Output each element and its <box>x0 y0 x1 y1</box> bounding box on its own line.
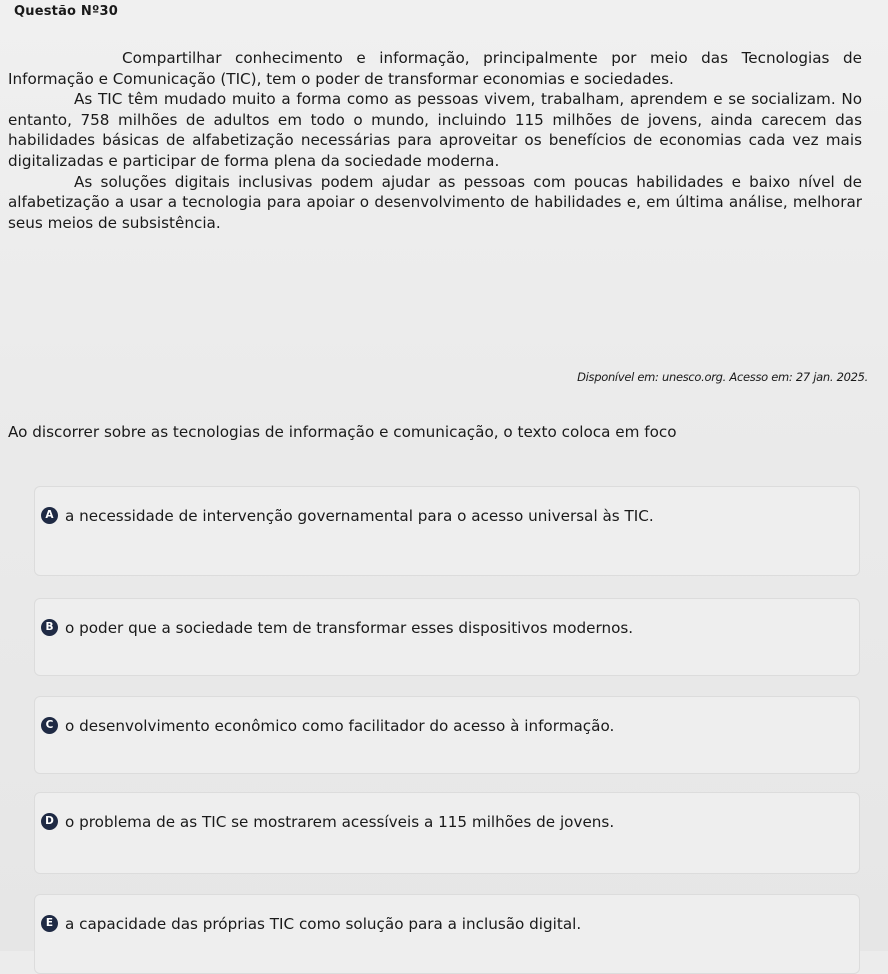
option-text: a capacidade das próprias TIC como solução para a inclusão digital. <box>65 915 582 933</box>
option-d[interactable] <box>34 792 860 874</box>
option-letter-badge: A <box>41 507 58 524</box>
question-title: Questão Nº30 <box>14 4 119 19</box>
option-text: o problema de as TIC se mostrarem acessíveis a 115 milhões de jovens. <box>65 813 615 831</box>
option-e[interactable] <box>34 894 860 974</box>
option-text: a necessidade de intervenção governamental para o acesso universal às TIC. <box>65 507 654 525</box>
question-prompt: Ao discorrer sobre as tecnologias de informação e comunicação, o texto coloca em foco <box>8 423 677 441</box>
option-b[interactable] <box>34 598 860 676</box>
option-a[interactable] <box>34 486 860 576</box>
option-letter-badge: E <box>41 915 58 932</box>
option-text: o desenvolvimento econômico como facilitador do acesso à informação. <box>65 717 615 735</box>
option-letter-badge: B <box>41 619 58 636</box>
passage-text <box>8 48 862 233</box>
source-citation: Disponível em: unesco.org. Acesso em: 27 jan. 2025. <box>577 370 868 384</box>
passage-paragraph-2: As TIC têm mudado muito a forma como as pessoas vivem, trabalham, aprendem e se socializam. No entanto, 758 milhões de adultos em todo o mundo, incluindo 115 milhões de jovens, ainda carecem das habilidades básicas de alfabetização necessárias para aproveitar os benefícios de economias cada vez mais digitalizadas e participar de forma plena da sociedade moderna. <box>8 90 862 170</box>
passage-paragraph-3: As soluções digitais inclusivas podem ajudar as pessoas com poucas habilidades e baixo nível de alfabetização a usar a tecnologia para apoiar o desenvolvimento de habilidades e, em última análise, melhorar seus meios de subsistência. <box>8 172 862 232</box>
passage-paragraph-1: Compartilhar conhecimento e informação, principalmente por meio das Tecnologias de Informação e Comunicação (TIC), tem o poder de transformar economias e sociedades. <box>8 49 862 88</box>
option-letter-badge: D <box>41 813 58 830</box>
option-c[interactable] <box>34 696 860 774</box>
option-text: o poder que a sociedade tem de transformar esses dispositivos modernos. <box>65 619 634 637</box>
option-letter-badge: C <box>41 717 58 734</box>
